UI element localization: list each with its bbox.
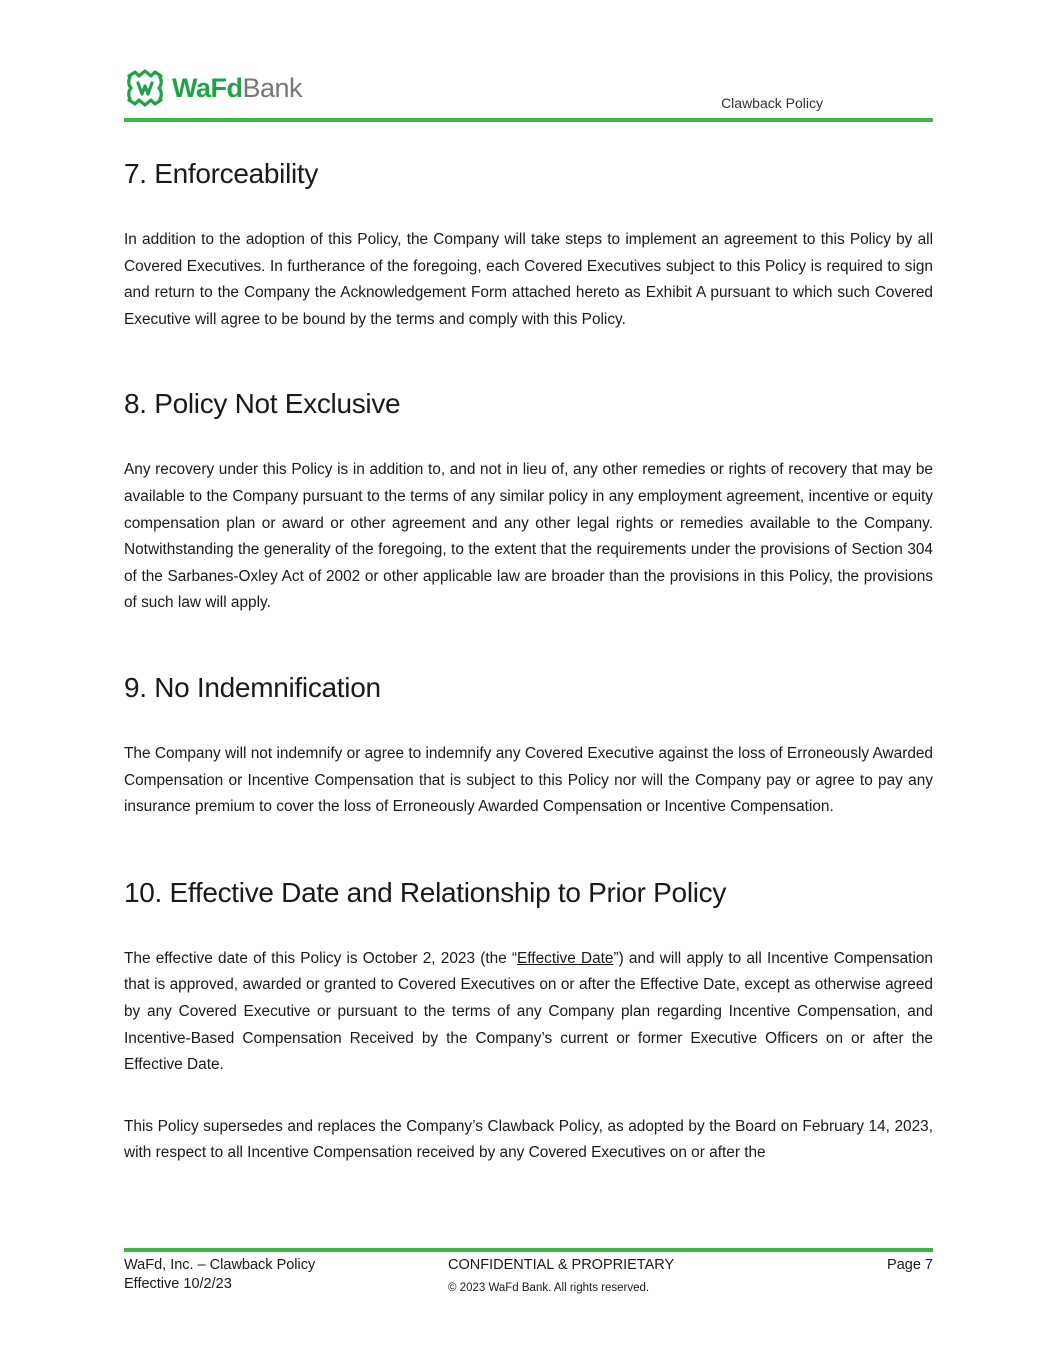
- section-8-paragraph: Any recovery under this Policy is in addition to, and not in lieu of, any other remedies or rights of recovery that may be available to the Company pursuant to the terms of any similar policy in any employment agreement, incentive or equity compensation plan or award or other agreement and any other legal rights or remedies available to the Company. Notwithstanding the generality of the foregoing, to the extent that the requirements under the provisions of Section 304 of the Sarbanes-Oxley Act of 2002 or other applicable law are broader than the provisions in this Policy, the provisions of such law will apply.: [124, 461, 933, 612]
- effective-date-term: Effective Date: [517, 949, 614, 967]
- footer-center: [448, 1256, 674, 1298]
- section-10-heading: 10. Effective Date and Relationship to Prior Policy: [124, 876, 727, 908]
- footer-copyright: © 2023 WaFd Bank. All rights reserved.: [448, 1282, 650, 1294]
- logo-wordmark-bold: WaFd: [172, 72, 243, 103]
- document-body: [124, 152, 933, 1167]
- section-9-heading: 9. No Indemnification: [124, 671, 381, 703]
- wafd-logo-icon: [124, 67, 166, 109]
- section-9-paragraph: The Company will not indemnify or agree to indemnify any Covered Executive against the loss of Erroneously Awarded Compensation or Incentive Compensation that is subject to this Policy nor will the Company pay or agree to pay any insurance premium to cover the loss of Erroneously Awarded Compensation or Incentive Compensation.: [124, 744, 933, 816]
- footer-left: [124, 1256, 315, 1294]
- section-7-heading: 7. Enforceability: [124, 158, 319, 189]
- section-8-heading: 8. Policy Not Exclusive: [124, 388, 401, 420]
- section-7-paragraph: In addition to the adoption of this Policy, the Company will take steps to implement an agreement to this Policy by all Covered Executives. In furtherance of the foregoing, each Covered Executives subject to this Policy is required to sign and return to the Company the Acknowledgement Form attached hereto as Exhibit A pursuant to which such Covered Executive will agree to be bound by the terms and comply with this Policy.: [124, 231, 933, 328]
- page-footer: [124, 1256, 933, 1306]
- footer-effective-date: Effective 10/2/23: [124, 1276, 232, 1292]
- page-header: [124, 62, 933, 122]
- wafd-bank-logo: [124, 66, 302, 110]
- footer-policy-name: WaFd, Inc. – Clawback Policy: [124, 1257, 316, 1273]
- p1-text-before: The effective date of this Policy is October 2, 2023 (the “: [124, 949, 518, 967]
- footer-confidential: CONFIDENTIAL & PROPRIETARY: [448, 1257, 675, 1273]
- logo-wordmark-light: Bank: [242, 72, 303, 103]
- footer-divider: [124, 1248, 933, 1252]
- p1-text-after: ”) and will apply to all Incentive Compensation that is approved, awarded or granted to Covered Executives on or after the Effective Date, except as otherwise agreed by any Covered Executive or pursuant to the terms of any Company plan regarding Incentive Compensation, and Incentive-Based Compensation Received by the Company’s current or former Executive Officers on or after the Effective Date.: [124, 949, 933, 1074]
- header-document-label: Clawback Policy: [721, 95, 823, 111]
- header-divider: [124, 118, 933, 122]
- footer-page-number: Page 7: [887, 1257, 933, 1273]
- section-10-paragraph-2: This Policy supersedes and replaces the Company’s Clawback Policy, as adopted by the Board on February 14, 2023, with respect to all Incentive Compensation received by any Covered Executives on or after the: [124, 1117, 933, 1162]
- section-10-paragraph-1: [124, 946, 933, 1079]
